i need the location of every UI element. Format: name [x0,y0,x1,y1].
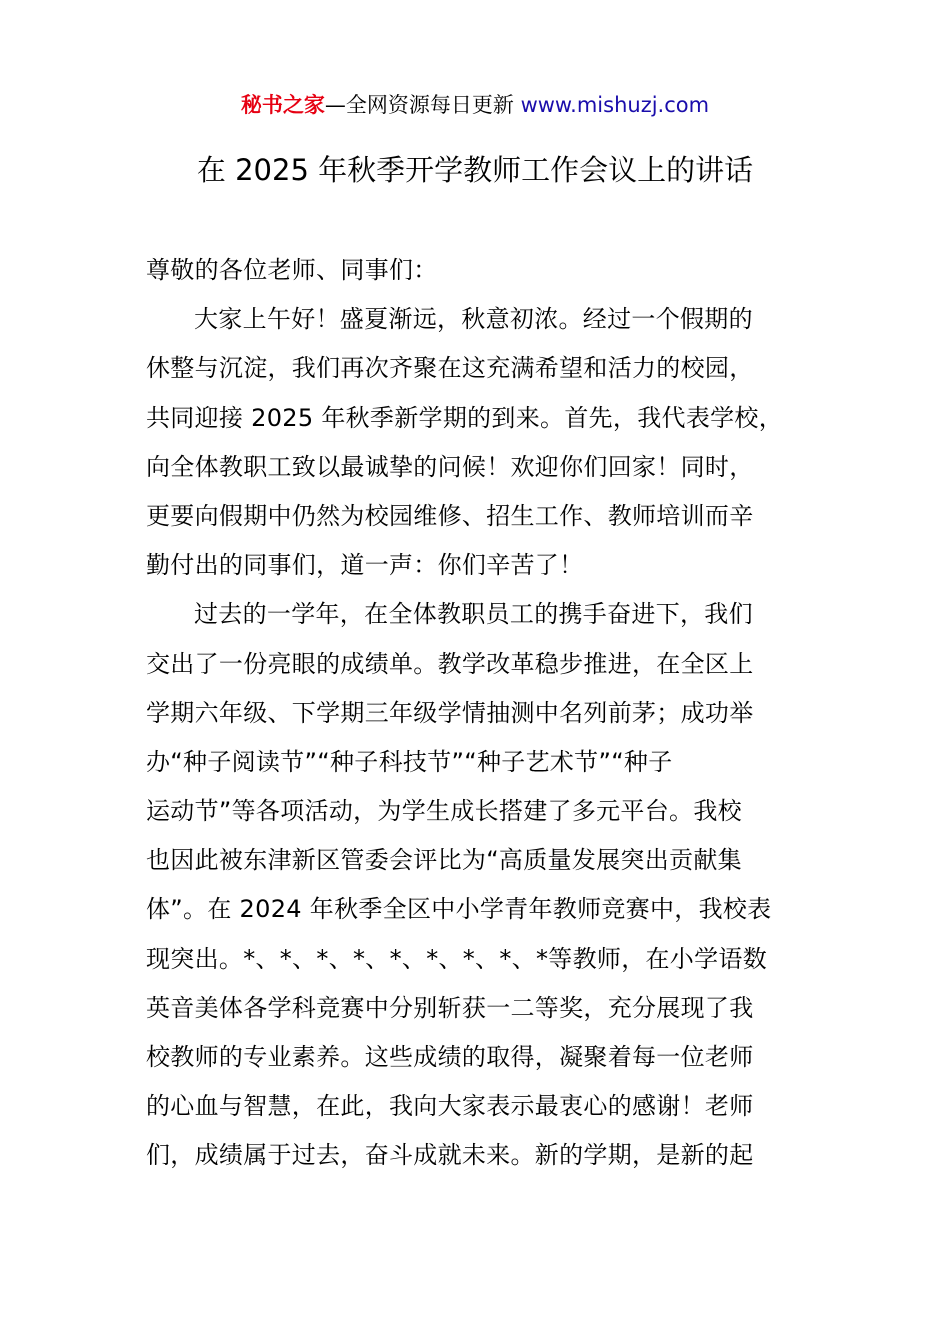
paragraph-line: 校教师的专业素养。这些成绩的取得，凝聚着每一位老师 [146,1043,754,1071]
paragraph-line: 办“种子阅读节”“种子科技节”“种子艺术节”“种子 [146,747,673,776]
paragraph-line: 英音美体各学科竞赛中分别斩获一二等奖，充分展现了我 [146,993,754,1022]
site-header [0,88,950,122]
paragraph-line: 交出了一份亮眼的成绩单。教学改革稳步推进，在全区上 [146,649,754,678]
paragraph-line: 大家上午好！盛夏渐远，秋意初浓。经过一个假期的 [194,305,753,334]
paragraph-line: 的心血与智慧，在此，我向大家表示最衷心的感谢！老师 [146,1092,754,1121]
paragraph-line: 运动节”等各项活动，为学生成长搭建了多元平台。我校 [146,797,742,826]
document-title: 在 2025 年秋季开学教师工作会议上的讲话 [196,153,754,187]
paragraph-line: 现突出。*、*、*、*、*、*、*、*、*等教师，在小学语数 [146,944,767,973]
paragraph-1 [146,295,814,590]
header-slogan: —全网资源每日更新 [324,93,514,117]
paragraph-line: 勤付出的同事们，道一声：你们辛苦了！ [146,551,584,580]
paragraph-line: 更要向假期中仍然为校园维修、招生工作、教师培训而辛 [146,501,754,530]
site-url-link[interactable]: www.mishuzj.com [520,93,710,117]
salutation: 尊敬的各位老师、同事们： [146,256,438,284]
paragraph-line: 体”。在 2024 年秋季全区中小学青年教师竞赛中，我校表 [146,895,772,924]
document-body [146,246,814,1181]
paragraph-line: 也因此被东津新区管委会评比为“高质量发展突出贡献集 [146,846,742,875]
brand-name: 秘书之家 [240,93,325,117]
paragraph-line: 过去的一学年，在全体教职员工的携手奋进下，我们 [194,600,753,629]
paragraph-2 [146,590,814,1180]
paragraph-line: 们，成绩属于过去，奋斗成就未来。新的学期，是新的起 [146,1141,754,1170]
paragraph-line: 学期六年级、下学期三年级学情抽测中名列前茅；成功举 [146,698,754,727]
paragraph-line: 向全体教职工致以最诚挚的问候！欢迎你们回家！同时， [146,452,754,481]
paragraph-line: 共同迎接 2025 年秋季新学期的到来。首先，我代表学校， [146,403,784,432]
paragraph-line: 休整与沉淀，我们再次齐聚在这充满希望和活力的校园， [146,354,754,383]
